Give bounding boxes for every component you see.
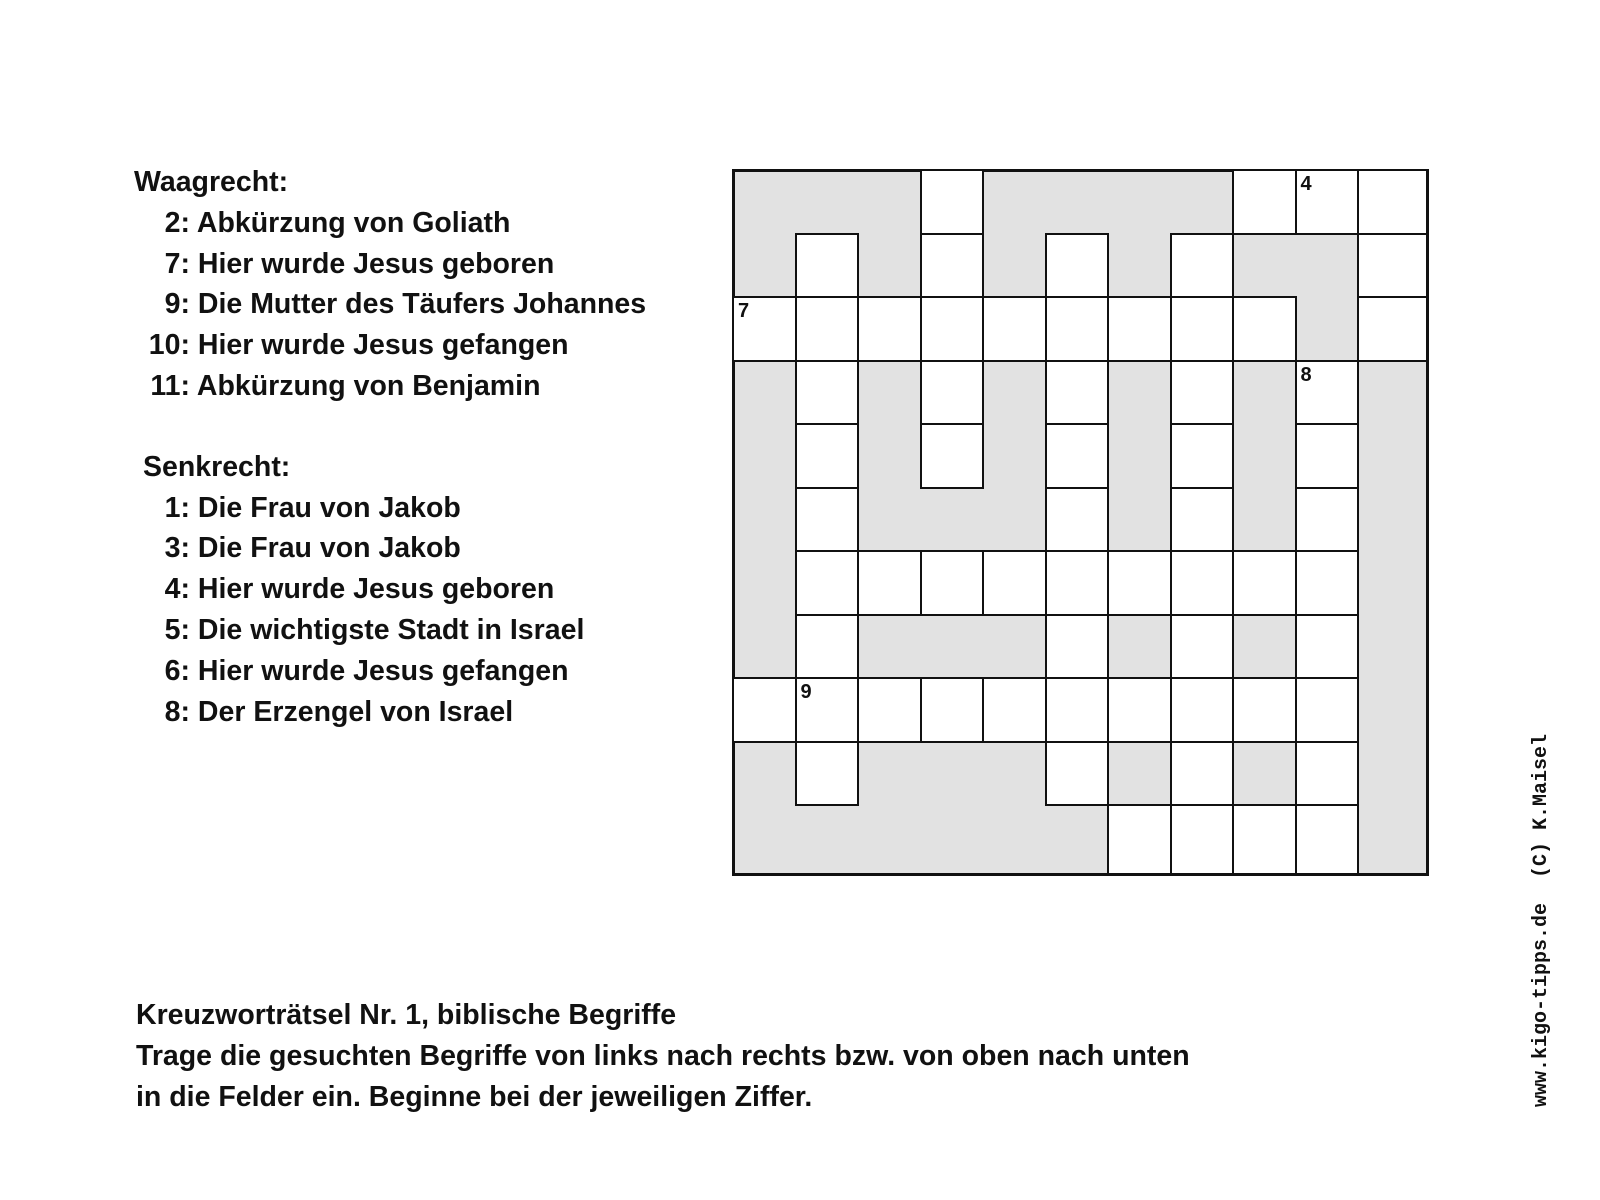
grid-cell[interactable] bbox=[1045, 296, 1110, 362]
cell-number: 4 bbox=[1300, 173, 1312, 195]
grid-cell[interactable] bbox=[857, 296, 922, 362]
grid-cell[interactable] bbox=[920, 550, 985, 616]
grid-cell[interactable] bbox=[1170, 296, 1235, 362]
clue-spacer bbox=[134, 407, 646, 447]
grid-cell[interactable] bbox=[795, 677, 860, 743]
crossword-grid bbox=[732, 169, 1429, 876]
grid-cell[interactable] bbox=[795, 550, 860, 616]
grid-cell[interactable] bbox=[1232, 169, 1297, 235]
grid-cell[interactable] bbox=[1295, 550, 1360, 616]
grid-cell[interactable] bbox=[1295, 169, 1360, 235]
grid-cell[interactable] bbox=[1295, 423, 1360, 489]
grid-cell[interactable] bbox=[1295, 614, 1360, 680]
grid-cell[interactable] bbox=[1232, 804, 1297, 875]
instruction-line-2: in die Felder ein. Beginne bei der jeweiligen Ziffer. bbox=[136, 1081, 813, 1113]
across-heading: Waagrecht: bbox=[134, 166, 289, 198]
grid-cell[interactable] bbox=[1295, 804, 1360, 875]
instruction-line-1: Trage die gesuchten Begriffe von links nach rechts bzw. von oben nach unten bbox=[136, 1040, 1190, 1072]
grid-cell[interactable] bbox=[1357, 169, 1428, 235]
clue-down-8: 8: Der Erzengel von Israel bbox=[164, 695, 514, 728]
grid-cell[interactable] bbox=[795, 741, 860, 807]
grid-cell[interactable] bbox=[795, 233, 860, 299]
clue-down-1: 1: Die Frau von Jakob bbox=[164, 491, 461, 524]
clue-across-7: 7: Hier wurde Jesus geboren bbox=[164, 247, 555, 280]
grid-cell[interactable] bbox=[1107, 296, 1172, 362]
clue-across-11: 11: Abkürzung von Benjamin bbox=[150, 369, 541, 402]
grid-cell[interactable] bbox=[1170, 677, 1235, 743]
grid-cell[interactable] bbox=[920, 423, 985, 489]
grid-cell[interactable] bbox=[920, 677, 985, 743]
grid-cell[interactable] bbox=[1170, 550, 1235, 616]
grid-cell[interactable] bbox=[1170, 360, 1235, 426]
cell-number: 8 bbox=[1300, 363, 1312, 386]
grid-cell[interactable] bbox=[1170, 741, 1235, 807]
clue-across-10: 10: Hier wurde Jesus gefangen bbox=[148, 329, 569, 362]
grid-cell[interactable] bbox=[920, 296, 985, 362]
instructions bbox=[136, 995, 1190, 1118]
grid-cell[interactable] bbox=[982, 550, 1047, 616]
grid-cell[interactable] bbox=[1045, 233, 1110, 299]
grid-cell[interactable] bbox=[1045, 360, 1110, 426]
grid-cell[interactable] bbox=[732, 677, 797, 743]
website-credit: www.kigo-tipps.de bbox=[1530, 902, 1553, 1107]
grid-cell[interactable] bbox=[1295, 741, 1360, 807]
grid-cell[interactable] bbox=[1107, 677, 1172, 743]
grid-cell[interactable] bbox=[1170, 233, 1235, 299]
grid-cell[interactable] bbox=[795, 423, 860, 489]
clue-down-3: 3: Die Frau von Jakob bbox=[164, 532, 461, 565]
grid-cell[interactable] bbox=[1170, 487, 1235, 553]
grid-cell[interactable] bbox=[1295, 487, 1360, 553]
clue-across-2: 2: Abkürzung von Goliath bbox=[164, 206, 511, 239]
clue-down-5: 5: Die wichtigste Stadt in Israel bbox=[164, 613, 585, 646]
grid-cell[interactable] bbox=[1295, 677, 1360, 743]
grid-cell[interactable] bbox=[1045, 550, 1110, 616]
grid-cell[interactable] bbox=[1170, 804, 1235, 875]
grid-cell[interactable] bbox=[1045, 423, 1110, 489]
grid-cell[interactable] bbox=[1357, 296, 1428, 362]
grid-cell[interactable] bbox=[857, 550, 922, 616]
grid-cell[interactable] bbox=[920, 169, 985, 235]
grid-cell[interactable] bbox=[1232, 296, 1297, 362]
cell-number: 9 bbox=[800, 681, 812, 703]
grid-cell[interactable] bbox=[1170, 614, 1235, 680]
grid-cell[interactable] bbox=[1045, 741, 1110, 807]
grid-cell[interactable] bbox=[1295, 360, 1360, 426]
clue-down-4: 4: Hier wurde Jesus geboren bbox=[164, 573, 555, 606]
grid-cell[interactable] bbox=[982, 677, 1047, 743]
grid-cell[interactable] bbox=[1232, 550, 1297, 616]
grid-cell[interactable] bbox=[795, 614, 860, 680]
grid-cell[interactable] bbox=[1107, 550, 1172, 616]
author-credit: (C) K.Maisel bbox=[1530, 733, 1553, 878]
clue-down-6: 6: Hier wurde Jesus gefangen bbox=[164, 654, 569, 687]
grid-cell[interactable] bbox=[795, 360, 860, 426]
grid-cell[interactable] bbox=[920, 360, 985, 426]
grid-cell[interactable] bbox=[1107, 804, 1172, 875]
puzzle-title: Kreuzworträtsel Nr. 1, biblische Begriffe bbox=[136, 999, 677, 1031]
grid-cell[interactable] bbox=[795, 487, 860, 553]
clue-across-9: 9: Die Mutter des Täufers Johannes bbox=[164, 288, 647, 321]
grid-cell[interactable] bbox=[1232, 677, 1297, 743]
grid-cell[interactable] bbox=[982, 296, 1047, 362]
down-heading: Senkrecht: bbox=[143, 450, 291, 483]
grid-cell[interactable] bbox=[1045, 614, 1110, 680]
clue-list bbox=[134, 162, 646, 732]
grid-cell[interactable] bbox=[1045, 487, 1110, 553]
grid-cell[interactable] bbox=[1045, 677, 1110, 743]
grid-cell[interactable] bbox=[795, 296, 860, 362]
cell-number: 7 bbox=[738, 300, 750, 322]
grid-cell[interactable] bbox=[732, 296, 797, 362]
grid-cell[interactable] bbox=[1357, 233, 1428, 299]
grid-cell[interactable] bbox=[1170, 423, 1235, 489]
grid-cell[interactable] bbox=[920, 233, 985, 299]
grid-cell[interactable] bbox=[857, 677, 922, 743]
